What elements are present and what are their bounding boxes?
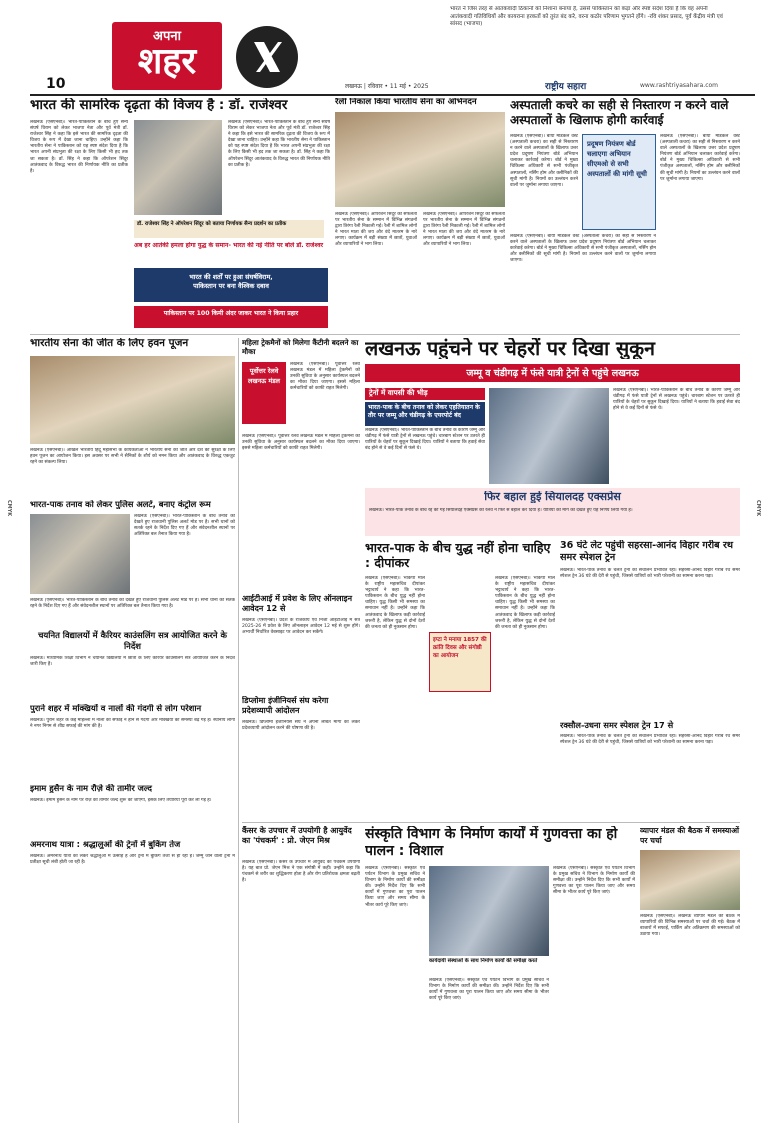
body-text-2: लखनऊ (एसएनबी)। पूर्वोत्तर रेलवे लखनऊ मंडल में महिला ट्रेकमैनों को उनकी सुविधा के अनुसार कार्यस्थल बदलने का मौका दिया जाएगा। इससे महिला कर्मचारियों को काफी राहत मिलेगी। bbox=[242, 434, 360, 452]
meeting-photo bbox=[429, 866, 549, 956]
body-text-2: लखनऊ (एसएनबी)। ऑपरेशन सिंदूर की सफलता पर भारतीय सेना के सम्मान में विभिन्न संगठनों द्वारा तिरंगा रैली निकाली गई। रैली में शामिल लोगों ने भारत माता की जय और वंदे मातरम के नारे लगाए। कार्यक्रम में बड़ी संख्या में छात्रों, युवाओं और व्यापारियों ने भाग लिया। bbox=[423, 212, 505, 248]
sub-headline: रक्सौल-उधना समर स्पेशल ट्रेन 17 से bbox=[560, 720, 674, 730]
article-havan bbox=[30, 338, 235, 498]
photo-caption: डॉ. राजेश्वर सिंह ने ऑपरेशन सिंदूर को बताया निर्णायक सैन्य प्रदर्शन का प्रतीक bbox=[134, 220, 324, 238]
highlight-box bbox=[134, 268, 328, 302]
article-sialdah bbox=[365, 488, 740, 536]
body-text: लखनऊ। अमरनाथ यात्रा को लेकर श्रद्धालुओं में उत्साह है और ट्रेनों में बुकिंग तेजी से हो रही है। जम्मू जाने वाली ट्रेनों में प्रतीक्षा सूची लंबी होती जा रही है। bbox=[30, 854, 235, 866]
article-traders bbox=[640, 826, 740, 1122]
headline: अस्पताली कचरे का सही से निस्तारण न करने वाले अस्पतालों के खिलाफ होगी कार्रवाई bbox=[510, 98, 729, 127]
body-text: लखनऊ। भारत-पाक तनाव के चलते ट्रेनों का संचालन प्रभावित रहा। सहरसा-आनंद विहार गरीब रथ समर स्पेशल ट्रेन 36 घंटे की देरी से पहुंची, जिससे यात्रियों को भारी परेशानी का सामना करना पड़ा। bbox=[560, 568, 740, 580]
body-text: लखनऊ। माध्यमिक शिक्षा विभाग ने चयनित विद्यालयों में छात्रों के लिए कैरियर काउंसलिंग सत्र आयोजित करने के निर्देश जारी किए हैं। bbox=[30, 656, 235, 668]
headline: अमरनाथ यात्रा : श्रद्धालुओं की ट्रेनों में बुकिंग तेज bbox=[30, 840, 181, 849]
pull-quote: अब हर आतंकी हमला होगा युद्ध के समान- भारत की नई नीति पर बोले डॉ. राजेश्वर bbox=[134, 242, 324, 249]
body-text: लखनऊ। भारत-पाक तनाव के बीच रद्द की गई सियालदह एक्सप्रेस को रेलवे ने फिर से बहाल कर दिया है। यात्रियों की मांग को देखते हुए यह निर्णय लिया गया है। bbox=[369, 508, 633, 513]
cmyk-mark-right: CMYK bbox=[755, 500, 761, 517]
headline: इमाम हुसैन के नाम रौज़े की तामीर जल्द bbox=[30, 784, 152, 793]
body-text: लखनऊ (एसएनबी)। भाकपा माले के राष्ट्रीय महासचिव दीपांकर भट्टाचार्य ने कहा कि भारत-पाकिस्तान के बीच युद्ध नहीं होना चाहिए। युद्ध किसी भी समस्या का समाधान नहीं है। उन्होंने कहा कि आतंकवाद के खिलाफ कड़ी कार्रवाई जरूरी है, लेकिन युद्ध से दोनों देशों की जनता को ही नुकसान होगा। bbox=[365, 576, 425, 630]
sidebox bbox=[582, 134, 656, 230]
masthead-quote: भारत ने जिस तरह से आतंकवादी ठिकानों को निशाना बनाया है, उससे पाकिस्तान को कड़ा और स्पष्ट संदेश दिया है कि वह अपनी आतंकवादी गतिविधियों और कायराना हरकतों को तुरंत बंद करे, वरना कठोर परिणाम भुगतने होंगे। -रवि शंकर प्रसाद, पूर्व केंद्रीय मंत्री एवं सांसद (भाजपा) bbox=[450, 6, 723, 28]
brand-main: शहर bbox=[137, 41, 197, 82]
headline: भारत की सामरिक दृढ़ता की विजय है : डॉ. राजेश्वर bbox=[30, 98, 288, 113]
body-text: लखनऊ। पुराने शहर के कई मोहल्लों में नालों की सफाई न होने से गंदगी और मक्खियों की समस्या बढ़ गई है। स्थानीय लोगों ने नगर निगम से शीघ्र सफाई की मांग की है। bbox=[30, 718, 235, 730]
page-number: 10 bbox=[46, 76, 66, 92]
headline: रैली निकाल किया भारतीय सेना का अभिनंदन bbox=[335, 98, 477, 107]
article-career bbox=[30, 630, 235, 700]
row-rule-2 bbox=[242, 822, 740, 823]
masthead bbox=[0, 0, 768, 100]
article-culture bbox=[365, 826, 635, 1122]
body-text: लखनऊ (एसएनबी)। पूर्वोत्तर रेलवे लखनऊ मंडल में महिला ट्रेकमैनों को उनकी सुविधा के अनुसार कार्यस्थल बदलने का मौका दिया जाएगा। इससे महिला कर्मचारियों को काफी राहत मिलेगी। bbox=[290, 362, 360, 392]
body-text-2: लखनऊ (एसएनबी)। संस्कृति एवं पर्यटन विभाग के प्रमुख सचिव ने विभाग के निर्माण कार्यों की समीक्षा की। उन्होंने निर्देश दिए कि सभी कार्यों में गुणवत्ता का पूरा पालन किया जाए और समय सीमा के भीतर कार्य पूरे किए जाएं। bbox=[553, 866, 635, 896]
body-text: लखनऊ (एसएनबी)। ऑपरेशन सिंदूर की सफलता पर भारतीय सेना के सम्मान में विभिन्न संगठनों द्वारा तिरंगा रैली निकाली गई। रैली में शामिल लोगों ने भारत माता की जय और वंदे मातरम के नारे लगाए। कार्यक्रम में बड़ी संख्या में छात्रों, युवाओं और व्यापारियों ने भाग लिया। bbox=[335, 212, 417, 248]
highlight-box-2: पाकिस्तान पर 100 किमी अंदर जाकर भारत ने किया प्रहार bbox=[134, 306, 328, 328]
article-roza bbox=[30, 784, 235, 838]
box-line2: पाकिस्तान पर बना वैश्विक दबाव bbox=[193, 282, 269, 290]
headline: संस्कृति विभाग के निर्माण कार्यों में गुणवत्ता का हो पालन : विशाल bbox=[365, 826, 618, 859]
headline: आईटीआई में प्रवेश के लिए ऑनलाइन आवेदन 12 से bbox=[242, 594, 353, 613]
headline: महिला ट्रेकमैनों को मिलेगा कैंटीनी बदलने का मौका bbox=[242, 338, 359, 357]
banner-headline: लखनऊ पहुंचने पर चेहरों पर दिखा सुकून bbox=[365, 338, 655, 360]
paper-name: राष्ट्रीय सहारा bbox=[545, 82, 587, 92]
headline: भारत-पाक के बीच युद्ध नहीं होना चाहिए : दीपांकर bbox=[365, 540, 551, 570]
body-text-2: लखनऊ (एसएनबी)। बायो मेडिकल वेस्ट (अस्पताली कचरा) का सही से निस्तारण न करने वाले अस्पतालों के खिलाफ उत्तर प्रदेश प्रदूषण नियंत्रण बोर्ड अभियान चलाकर कार्रवाई करेगा। बोर्ड ने मुख्य चिकित्सा अधिकारी से सभी पंजीकृत अस्पतालों, नर्सिंग होम और क्लीनिकों की सूची मांगी है। नियमों का उल्लंघन करने वालों पर जुर्माना लगाया जाएगा। bbox=[660, 134, 740, 182]
headline: भारतीय सेना की जीत के लिए हवन पूजन bbox=[30, 338, 189, 349]
article-hospitals bbox=[510, 98, 740, 330]
headline: पुराने शहर में मक्खियों व नालों की गंदगी से लोग परेशान bbox=[30, 704, 202, 713]
article-dipankar bbox=[365, 540, 555, 820]
x-logo-icon bbox=[236, 26, 298, 88]
section-tag: पूर्वोत्तर रेलवे लखनऊ मंडल bbox=[242, 362, 286, 424]
body-text-3: लखनऊ (एसएनबी)। बायो मेडिकल वेस्ट (अस्पताली कचरा) का सही से निस्तारण न करने वाले अस्पतालों के खिलाफ उत्तर प्रदेश प्रदूषण नियंत्रण बोर्ड अभियान चलाकर कार्रवाई करेगा। बोर्ड ने मुख्य चिकित्सा अधिकारी से सभी पंजीकृत अस्पतालों, नर्सिंग होम और क्लीनिकों की सूची मांगी है। नियमों का उल्लंघन करने वालों पर जुर्माना लगाया जाएगा। bbox=[510, 234, 656, 264]
headline: फिर बहाल हुई सियालदह एक्सप्रेस bbox=[484, 491, 621, 503]
headline: भारत-पाक तनाव को लेकर पुलिस अलर्ट, बनाए कंट्रोल रूम bbox=[30, 500, 211, 509]
rally-photo bbox=[335, 112, 505, 207]
banner-body-2: लखनऊ (एसएनबी)। भारत-पाकिस्तान के बीच तनाव के कारण जम्मू और चंडीगढ़ में फंसे यात्री ट्रेनों से लखनऊ पहुंचे। चारबाग स्टेशन पर उतरते ही यात्रियों के चेहरों पर सुकून दिखाई दिया। यात्रियों ने बताया कि हवाई सेवा बंद होने से वे कई दिनों से फंसे थे। bbox=[613, 388, 740, 412]
body-text-2: लखनऊ (एसएनबी)। भारत-पाकिस्तान के बीच हुए सैन्य संघर्ष विराम को लेकर भाजपा नेता और पूर्व मंत्री डॉ. राजेश्वर सिंह ने कहा कि इसे भारत की सामरिक दृढ़ता की विजय के रूप में देखा जाना चाहिए। उन्होंने कहा कि भारतीय सेना ने पाकिस्तान को यह स्पष्ट संदेश दिया है कि भारत अपनी संप्रभुता की रक्षा के लिए किसी भी हद तक जा सकता है। डॉ. सिंह ने कहा कि ऑपरेशन सिंदूर आतंकवाद के विरुद्ध भारत की निर्णायक नीति का प्रतीक है। bbox=[228, 120, 330, 168]
article-ayurveda bbox=[242, 826, 360, 1122]
body-text: लखनऊ (एसएनबी)। बायो मेडिकल वेस्ट (अस्पताली कचरा) का सही से निस्तारण न करने वाले अस्पतालों के खिलाफ उत्तर प्रदेश प्रदूषण नियंत्रण बोर्ड अभियान चलाकर कार्रवाई करेगा। बोर्ड ने मुख्य चिकित्सा अधिकारी से सभी पंजीकृत अस्पतालों, नर्सिंग होम और क्लीनिकों की सूची मांगी है। नियमों का उल्लंघन करने वालों पर जुर्माना लगाया जाएगा। bbox=[510, 134, 578, 188]
banner bbox=[365, 338, 740, 484]
article-sahara bbox=[560, 540, 740, 820]
box-line1: भारत की शर्तों पर हुआ संघर्षविराम, bbox=[189, 273, 273, 281]
rajeshwar-photo bbox=[134, 120, 222, 215]
brand-top: अपना bbox=[153, 29, 181, 44]
traders-photo bbox=[640, 850, 740, 910]
article-rally bbox=[335, 98, 505, 330]
havan-photo bbox=[30, 356, 235, 444]
brand-logo-box bbox=[112, 22, 222, 90]
body-text-2: लखनऊ। भारत-पाक तनाव के चलते ट्रेनों का संचालन प्रभावित रहा। सहरसा-आनंद विहार गरीब रथ समर स्पेशल ट्रेन 36 घंटे की देरी से पहुंची, जिससे यात्रियों को भारी परेशानी का सामना करना पड़ा। bbox=[560, 734, 740, 746]
article-rajeshwar bbox=[30, 98, 330, 330]
event-box-text: इप्टा ने मनाया 1857 की क्रांति दिवस और संगोष्ठी का आयोजन bbox=[433, 637, 487, 659]
photo-caption: कार्यदायी संस्थाओं के साथ निर्माण कार्यों की समीक्षा करते bbox=[429, 958, 538, 964]
article-amarnath bbox=[30, 840, 235, 1120]
banner-photo bbox=[489, 388, 609, 484]
body-text: लखनऊ (एसएनबी)। प्रदेश के राजकीय एवं निजी आईटीआई में सत्र 2025-26 में प्रवेश के लिए ऑनलाइन आवेदन 12 मई से शुरू होंगे। अभ्यर्थी निर्धारित वेबसाइट पर आवेदन कर सकेंगे। bbox=[242, 618, 360, 636]
banner-body: लखनऊ (एसएनबी)। भारत-पाकिस्तान के बीच तनाव के कारण जम्मू और चंडीगढ़ में फंसे यात्री ट्रेनों से लखनऊ पहुंचे। चारबाग स्टेशन पर उतरते ही यात्रियों के चेहरों पर सुकून दिखाई दिया। यात्रियों ने बताया कि हवाई सेवा बंद होने से वे कई दिनों से फंसे थे। bbox=[365, 428, 485, 452]
police-photo bbox=[30, 514, 130, 594]
banner-lead: भारत-पाक के बीच तनाव को लेकर एहतियातन के तौर पर जम्मू और चंडीगढ़ के एयरपोर्ट बंद bbox=[365, 402, 485, 426]
body-text: लखनऊ (एसएनबी)। भारत-पाकिस्तान के बीच तनाव को देखते हुए राजधानी पुलिस अलर्ट मोड पर है। सभी थानों को सतर्क रहने के निर्देश दिए गए हैं और संवेदनशील स्थानों पर अतिरिक्त बल तैनात किया गया है। bbox=[134, 514, 235, 538]
headline: 36 घंटे लेट पहुंची सहरसा-आनंद विहार गरीब रथ समर स्पेशल ट्रेन bbox=[560, 540, 734, 563]
headline: डिप्लोमा इंजीनियर्स संघ करेगा प्रदेशव्यापी आंदोलन bbox=[242, 696, 329, 715]
body-text: लखनऊ (एसएनबी)। संस्कृति एवं पर्यटन विभाग के प्रमुख सचिव ने विभाग के निर्माण कार्यों की समीक्षा की। उन्होंने निर्देश दिए कि सभी कार्यों में गुणवत्ता का पूरा पालन किया जाए और समय सीमा के भीतर कार्य पूरे किए जाएं। bbox=[365, 866, 425, 908]
section-tag: ट्रेनों में वापसी की भीड़ bbox=[365, 388, 485, 400]
sidebox-text: प्रदूषण नियंत्रण बोर्ड चलाएगा अभियान सीएमओ से सभी अस्पतालों की मांगी सूची bbox=[587, 140, 647, 178]
article-police bbox=[30, 500, 235, 630]
article-diploma bbox=[242, 696, 360, 820]
body-text: लखनऊ (एसएनबी)। भारत-पाकिस्तान के बीच हुए सैन्य संघर्ष विराम को लेकर भाजपा नेता और पूर्व मंत्री डॉ. राजेश्वर सिंह ने कहा कि इसे भारत की सामरिक दृढ़ता की विजय के रूप में देखा जाना चाहिए। उन्होंने कहा कि भारतीय सेना ने पाकिस्तान को यह स्पष्ट संदेश दिया है कि भारत अपनी संप्रभुता की रक्षा के लिए किसी भी हद तक जा सकता है। डॉ. सिंह ने कहा कि ऑपरेशन सिंदूर आतंकवाद के विरुद्ध भारत की निर्णायक नीति का प्रतीक है। bbox=[30, 120, 128, 174]
body-text: लखनऊ (एसएनबी)। अखिल भारतीय हिंदू महासभा के कार्यकर्ताओं ने भारतीय सेना की जीत और देश की सुरक्षा के लिए हवन पूजन का आयोजन किया। इस अवसर पर सभी ने सैनिकों के शौर्य को नमन किया और आतंकवाद के विरुद्ध एकजुट रहने का संकल्प लिया। bbox=[30, 448, 235, 466]
body-text-2: लखनऊ (एसएनबी)। भाकपा माले के राष्ट्रीय महासचिव दीपांकर भट्टाचार्य ने कहा कि भारत-पाकिस्तान के बीच युद्ध नहीं होना चाहिए। युद्ध किसी भी समस्या का समाधान नहीं है। उन्होंने कहा कि आतंकवाद के खिलाफ कड़ी कार्रवाई जरूरी है, लेकिन युद्ध से दोनों देशों की जनता को ही नुकसान होगा। bbox=[495, 576, 555, 630]
col-rule bbox=[238, 338, 239, 1123]
website-link[interactable]: www.rashtriyasahara.com bbox=[640, 82, 719, 89]
article-women bbox=[242, 338, 360, 590]
dateline: लखनऊ | रविवार • 11 मई • 2025 bbox=[345, 83, 429, 90]
cmyk-mark-left: CMYK bbox=[6, 500, 12, 517]
body-text: लखनऊ (एसएनबी)। लखनऊ व्यापार मंडल की बैठक में व्यापारियों की विभिन्न समस्याओं पर चर्चा की गई। बैठक में बाजारों में सफाई, पार्किंग और अतिक्रमण की समस्याओं को उठाया गया। bbox=[640, 914, 740, 938]
body-text: लखनऊ। डिप्लोमा इंजीनियर्स संघ ने अपनी लंबित मांगों को लेकर प्रदेशव्यापी आंदोलन करने की घोषणा की है। bbox=[242, 720, 360, 732]
masthead-rule bbox=[30, 94, 755, 96]
article-drains bbox=[30, 704, 235, 780]
body-text-3: लखनऊ (एसएनबी)। संस्कृति एवं पर्यटन विभाग के प्रमुख सचिव ने विभाग के निर्माण कार्यों की समीक्षा की। उन्होंने निर्देश दिए कि सभी कार्यों में गुणवत्ता का पूरा पालन किया जाए और समय सीमा के भीतर कार्य पूरे किए जाएं। bbox=[429, 978, 549, 1002]
headline: चयनित विद्यालयों में कैरियर काउंसलिंग सत्र आयोजित करने के निर्देश bbox=[38, 630, 227, 651]
headline: व्यापार मंडल की बैठक में समस्याओं पर चर्चा bbox=[640, 826, 740, 845]
banner-subhead: जम्मू व चंडीगढ़ में फंसे यात्री ट्रेनों से पहुंचे लखनऊ bbox=[365, 364, 740, 382]
body-text-2: लखनऊ (एसएनबी)। भारत-पाकिस्तान के बीच तनाव को देखते हुए राजधानी पुलिस अलर्ट मोड पर है। सभी थानों को सतर्क रहने के निर्देश दिए गए हैं और संवेदनशील स्थानों पर अतिरिक्त बल तैनात किया गया है। bbox=[30, 598, 235, 610]
body-text: लखनऊ। इमाम हुसैन के नाम पर रौज़े की तामीर जल्द शुरू की जाएगी, इसके लिए तैयारियां पूरी कर ली गई हैं। bbox=[30, 798, 212, 803]
article-iti bbox=[242, 594, 360, 694]
body-text: लखनऊ (एसएनबी)। कैंसर के उपचार में आयुर्वेद का पंचकर्म उपयोगी है। यह बात प्रो. जेएन मिश्र ने एक संगोष्ठी में कही। उन्होंने कहा कि पंचकर्म से शरीर का शुद्धिकरण होता है और रोग प्रतिरोधक क्षमता बढ़ती है। bbox=[242, 860, 360, 884]
event-box bbox=[429, 632, 491, 692]
headline: कैंसर के उपचार में उपयोगी है आयुर्वेद का 'पंचकर्म' : प्रो. जेएन मिश्र bbox=[242, 826, 352, 845]
row-rule bbox=[30, 334, 740, 335]
